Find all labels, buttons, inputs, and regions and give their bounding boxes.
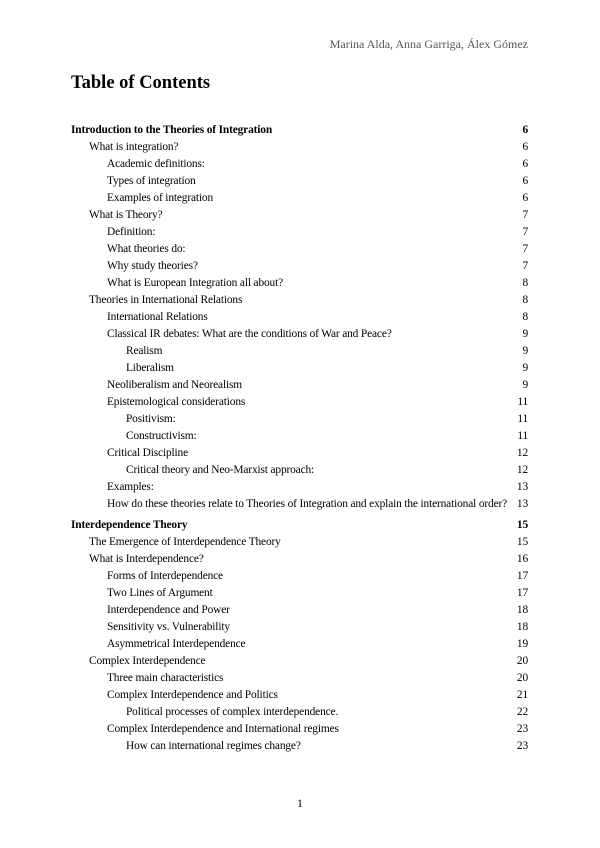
toc-entry-title: Interdependence and Power (107, 604, 230, 616)
toc-entry[interactable] (71, 277, 528, 290)
toc-entry-page: 12 (516, 447, 528, 459)
toc-entry-page: 17 (516, 587, 528, 599)
toc-entry-title: What theories do: (107, 243, 186, 255)
toc-entry-title: What is European Integration all about? (107, 277, 284, 289)
toc-entry-page: 8 (522, 277, 528, 289)
page-title: Table of Contents (71, 73, 211, 93)
toc-entry[interactable] (71, 689, 528, 702)
toc-entry-page: 20 (516, 672, 528, 684)
toc-entry-page: 9 (522, 379, 528, 391)
toc-entry-page: 6 (522, 192, 528, 204)
toc-entry[interactable] (71, 672, 528, 685)
toc-entry-title: What is Theory? (89, 209, 163, 221)
toc-entry-title: How can international regimes change? (126, 740, 301, 752)
toc-entry[interactable] (71, 379, 528, 392)
toc-entry-page: 7 (522, 226, 528, 238)
toc-entry[interactable] (71, 604, 528, 617)
toc-entry-title: Theories in International Relations (89, 294, 243, 306)
toc-entry-page: 11 (517, 413, 528, 425)
toc-entry[interactable] (71, 553, 528, 566)
toc-entry-page: 7 (522, 243, 528, 255)
toc-entry[interactable] (71, 706, 528, 719)
toc-entry[interactable] (71, 570, 528, 583)
toc-entry-page: 8 (522, 311, 528, 323)
toc-entry-title: Introduction to the Theories of Integration (71, 124, 273, 136)
toc-entry-title: Complex Interdependence and International regimes (107, 723, 339, 735)
toc-entry[interactable] (71, 638, 528, 651)
toc-entry-title: Constructivism: (126, 430, 197, 442)
toc-entry-title: Examples: (107, 481, 154, 493)
toc-entry-page: 18 (516, 604, 528, 616)
toc-entry-page: 23 (516, 723, 528, 735)
toc-entry-page: 21 (516, 689, 528, 701)
toc-entry-page: 15 (516, 536, 528, 548)
toc-entry-title: Political processes of complex interdependence. (126, 706, 339, 718)
toc-entry-title: Critical Discipline (107, 447, 188, 459)
table-of-contents (71, 124, 528, 757)
toc-entry-title: What is Interdependence? (89, 553, 204, 565)
toc-entry-title: International Relations (107, 311, 208, 323)
toc-entry-page: 6 (522, 158, 528, 170)
toc-entry[interactable] (71, 621, 528, 634)
toc-entry-page: 11 (517, 430, 528, 442)
toc-entry-title: Liberalism (126, 362, 174, 374)
toc-entry-title: Examples of integration (107, 192, 213, 204)
toc-entry-title: Why study theories? (107, 260, 198, 272)
toc-entry-title: Types of integration (107, 175, 196, 187)
toc-entry[interactable] (71, 498, 528, 511)
toc-entry-title: Forms of Interdependence (107, 570, 223, 582)
toc-entry-page: 6 (522, 124, 528, 136)
toc-entry-page: 7 (522, 260, 528, 272)
toc-entry-page: 9 (522, 345, 528, 357)
toc-entry-title: Three main characteristics (107, 672, 224, 684)
toc-entry[interactable] (71, 723, 528, 736)
toc-entry-page: 19 (516, 638, 528, 650)
toc-entry-page: 8 (522, 294, 528, 306)
toc-entry[interactable] (71, 209, 528, 222)
toc-entry-title: Classical IR debates: What are the conditions of War and Peace? (107, 328, 392, 340)
toc-entry-page: 18 (516, 621, 528, 633)
toc-entry[interactable] (71, 447, 528, 460)
toc-entry[interactable] (71, 587, 528, 600)
toc-entry[interactable] (71, 740, 528, 753)
toc-section-entry[interactable] (71, 519, 528, 532)
toc-entry-title: Complex Interdependence and Politics (107, 689, 278, 701)
toc-entry-page: 17 (516, 570, 528, 582)
toc-entry-title: The Emergence of Interdependence Theory (89, 536, 281, 548)
toc-entry[interactable] (71, 396, 528, 409)
toc-entry-page: 9 (522, 328, 528, 340)
toc-entry-title: Complex Interdependence (89, 655, 206, 667)
page-header-authors: Marina Alda, Anna Garriga, Álex Gómez (329, 37, 528, 51)
toc-entry-title: Epistemological considerations (107, 396, 246, 408)
toc-entry-page: 15 (516, 519, 528, 531)
toc-entry-title: Neoliberalism and Neorealism (107, 379, 242, 391)
toc-entry[interactable] (71, 243, 528, 256)
page-number: 1 (297, 796, 303, 810)
toc-entry-page: 20 (516, 655, 528, 667)
toc-entry-page: 13 (516, 498, 528, 510)
toc-entry-page: 13 (516, 481, 528, 493)
toc-entry-page: 16 (516, 553, 528, 565)
toc-entry[interactable] (71, 311, 528, 324)
toc-entry-title: Two Lines of Argument (107, 587, 213, 599)
toc-entry-page: 6 (522, 175, 528, 187)
toc-entry-title: What is integration? (89, 141, 179, 153)
toc-entry[interactable] (71, 345, 528, 358)
toc-entry-page: 11 (517, 396, 528, 408)
toc-entry[interactable] (71, 175, 528, 188)
toc-entry-page: 6 (522, 141, 528, 153)
toc-entry-title: Academic definitions: (107, 158, 205, 170)
toc-section-entry[interactable] (71, 124, 528, 137)
toc-entry[interactable] (71, 413, 528, 426)
toc-entry[interactable] (71, 464, 528, 477)
toc-entry-title: Definition: (107, 226, 156, 238)
toc-entry-page: 23 (516, 740, 528, 752)
toc-entry[interactable] (71, 158, 528, 171)
toc-entry-page: 12 (516, 464, 528, 476)
toc-entry[interactable] (71, 362, 528, 375)
toc-entry[interactable] (71, 430, 528, 443)
toc-entry[interactable] (71, 141, 528, 154)
toc-entry[interactable] (71, 328, 528, 341)
toc-entry[interactable] (71, 294, 528, 307)
toc-entry[interactable] (71, 481, 528, 494)
toc-entry-page: 7 (522, 209, 528, 221)
toc-entry-title: Positivism: (126, 413, 176, 425)
toc-entry[interactable] (71, 226, 528, 239)
toc-entry-title: How do these theories relate to Theories of Integration and explain the international order? (107, 498, 508, 510)
toc-entry[interactable] (71, 655, 528, 668)
toc-entry-title: Sensitivity vs. Vulnerability (107, 621, 230, 633)
toc-entry[interactable] (71, 192, 528, 205)
toc-entry-title: Interdependence Theory (71, 519, 188, 531)
toc-entry-title: Critical theory and Neo-Marxist approach: (126, 464, 315, 476)
toc-entry[interactable] (71, 536, 528, 549)
toc-entry-page: 22 (516, 706, 528, 718)
toc-entry[interactable] (71, 260, 528, 273)
toc-entry-title: Realism (126, 345, 163, 357)
toc-entry-page: 9 (522, 362, 528, 374)
toc-entry-title: Asymmetrical Interdependence (107, 638, 246, 650)
